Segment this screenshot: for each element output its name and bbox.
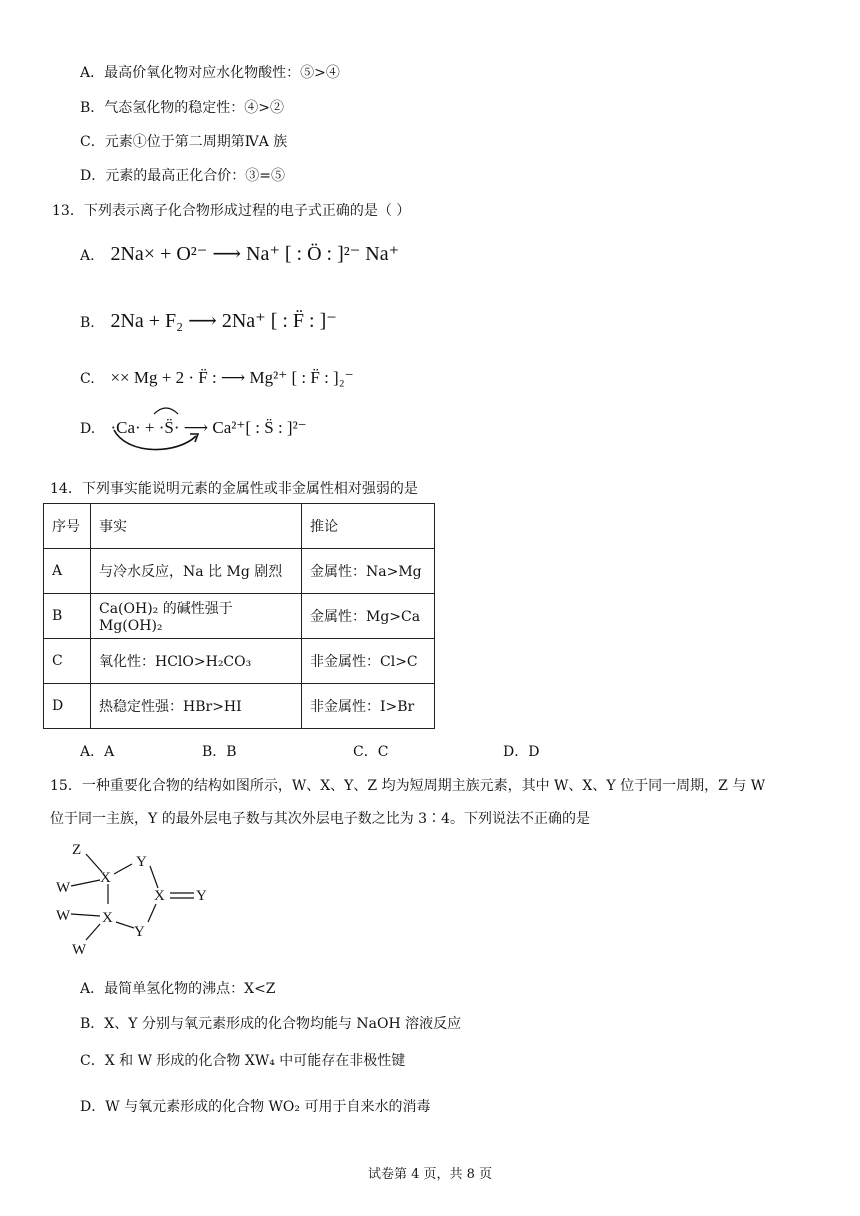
q14-stem: 14．下列事实能说明元素的金属性或非金属性相对强弱的是 bbox=[50, 481, 418, 497]
q14-answer-d: D．D bbox=[503, 744, 540, 760]
table-cell: C bbox=[44, 639, 91, 684]
electron-transfer-arrow-icon bbox=[108, 404, 204, 456]
bond-x-y2 bbox=[116, 922, 134, 928]
q15-option-c: C．X 和 W 形成的化合物 XW₄ 中可能存在非极性键 bbox=[80, 1053, 406, 1069]
atom-w: W bbox=[56, 880, 71, 896]
q15-stem-line1: 15．一种重要化合物的结构如图所示，W、X、Y、Z 均为短周期主族元素，其中 W、X、Y 位于同一周期，Z 与 W bbox=[50, 778, 766, 794]
q12-option-b: B．气态氢化物的稳定性：④>② bbox=[80, 100, 285, 116]
page-footer: 试卷第 4 页，共 8 页 bbox=[367, 1167, 493, 1182]
atom-x: X bbox=[154, 888, 165, 904]
q13-option-a bbox=[80, 241, 399, 266]
q14-answer-b: B．B bbox=[202, 744, 237, 760]
table-cell: A bbox=[44, 549, 91, 594]
structure-diagram bbox=[54, 840, 224, 960]
table-cell: 氧化性：HClO>H₂CO₃ bbox=[91, 639, 302, 684]
q13-stem: 13．下列表示离子化合物形成过程的电子式正确的是（ ） bbox=[52, 203, 411, 219]
table-header-cell: 推论 bbox=[302, 504, 435, 549]
q12-option-a: A．最高价氧化物对应水化物酸性：⑤>④ bbox=[80, 65, 340, 81]
q13-option-b-formula: 2Na + F₂ ⟶ 2Na⁺ [ : F̈ : ]⁻ bbox=[110, 310, 337, 332]
bond-w-x2 bbox=[71, 914, 100, 916]
q15-stem-line2: 位于同一主族，Y 的最外层电子数与其次外层电子数之比为 3∶4。下列说法不正确的是 bbox=[50, 811, 590, 827]
q13-option-a-formula: 2Na× + O²⁻ ⟶ Na⁺ [ : Ö : ]²⁻ Na⁺ bbox=[110, 243, 400, 265]
q13-option-d-label: D. bbox=[80, 421, 96, 437]
table-row bbox=[44, 549, 435, 594]
facts-table bbox=[43, 503, 435, 729]
table-header-cell: 序号 bbox=[44, 504, 91, 549]
atom-y: Y bbox=[196, 888, 207, 904]
q14-answer-a: A．A bbox=[80, 744, 115, 760]
q15-option-a: A．最简单氢化物的沸点：X<Z bbox=[80, 981, 276, 997]
atom-w: W bbox=[72, 942, 87, 958]
q13-option-c bbox=[80, 368, 354, 388]
bond-x-w bbox=[86, 924, 100, 940]
atom-y: Y bbox=[134, 924, 145, 940]
bond-x-y bbox=[114, 864, 132, 874]
q13-option-b bbox=[80, 308, 337, 333]
q13-option-a-label: A. bbox=[80, 248, 95, 264]
q12-option-c: C．元素①位于第二周期第ⅣA 族 bbox=[80, 134, 288, 150]
atom-x: X bbox=[100, 870, 111, 886]
q12-option-d: D．元素的最高正化合价：③=⑤ bbox=[80, 168, 285, 184]
table-cell: 热稳定性强：HBr>HI bbox=[91, 684, 302, 729]
table-row bbox=[44, 684, 435, 729]
table-cell: Ca(OH)₂ 的碱性强于 Mg(OH)₂ bbox=[91, 594, 302, 639]
q14-answer-c: C．C bbox=[353, 744, 389, 760]
table-row bbox=[44, 594, 435, 639]
atom-w: W bbox=[56, 908, 71, 924]
atom-y: Y bbox=[136, 854, 147, 870]
table-cell: 非金属性：Cl>C bbox=[302, 639, 435, 684]
q15-option-d: D．W 与氧元素形成的化合物 WO₂ 可用于自来水的消毒 bbox=[80, 1099, 431, 1115]
table-cell: 金属性：Mg>Ca bbox=[302, 594, 435, 639]
table-cell: 与冷水反应，Na 比 Mg 剧烈 bbox=[91, 549, 302, 594]
q13-option-c-formula: ×× Mg + 2 · F̈ : ⟶ Mg²⁺ [ : F̈ : ]₂⁻ bbox=[110, 368, 354, 387]
table-cell: 金属性：Na>Mg bbox=[302, 549, 435, 594]
bond-x3-y2 bbox=[148, 904, 156, 922]
table-row bbox=[44, 639, 435, 684]
q15-option-b: B．X、Y 分别与氧元素形成的化合物均能与 NaOH 溶液反应 bbox=[80, 1016, 462, 1032]
table-cell: D bbox=[44, 684, 91, 729]
bond-w-x bbox=[71, 880, 100, 886]
table-cell: B bbox=[44, 594, 91, 639]
atom-x: X bbox=[102, 910, 113, 926]
table-header-cell: 事实 bbox=[91, 504, 302, 549]
q13-option-b-label: B. bbox=[80, 315, 95, 331]
bond-y-x3 bbox=[150, 866, 158, 888]
table-cell: 非金属性：I>Br bbox=[302, 684, 435, 729]
atom-z: Z bbox=[72, 842, 82, 858]
table-header-row bbox=[44, 504, 435, 549]
q13-option-c-label: C. bbox=[80, 371, 95, 387]
q13-option-d-formula: ·Ca· + ·S̈· ⟶ Ca²⁺[ : S̈ : ]²⁻ bbox=[110, 418, 307, 437]
